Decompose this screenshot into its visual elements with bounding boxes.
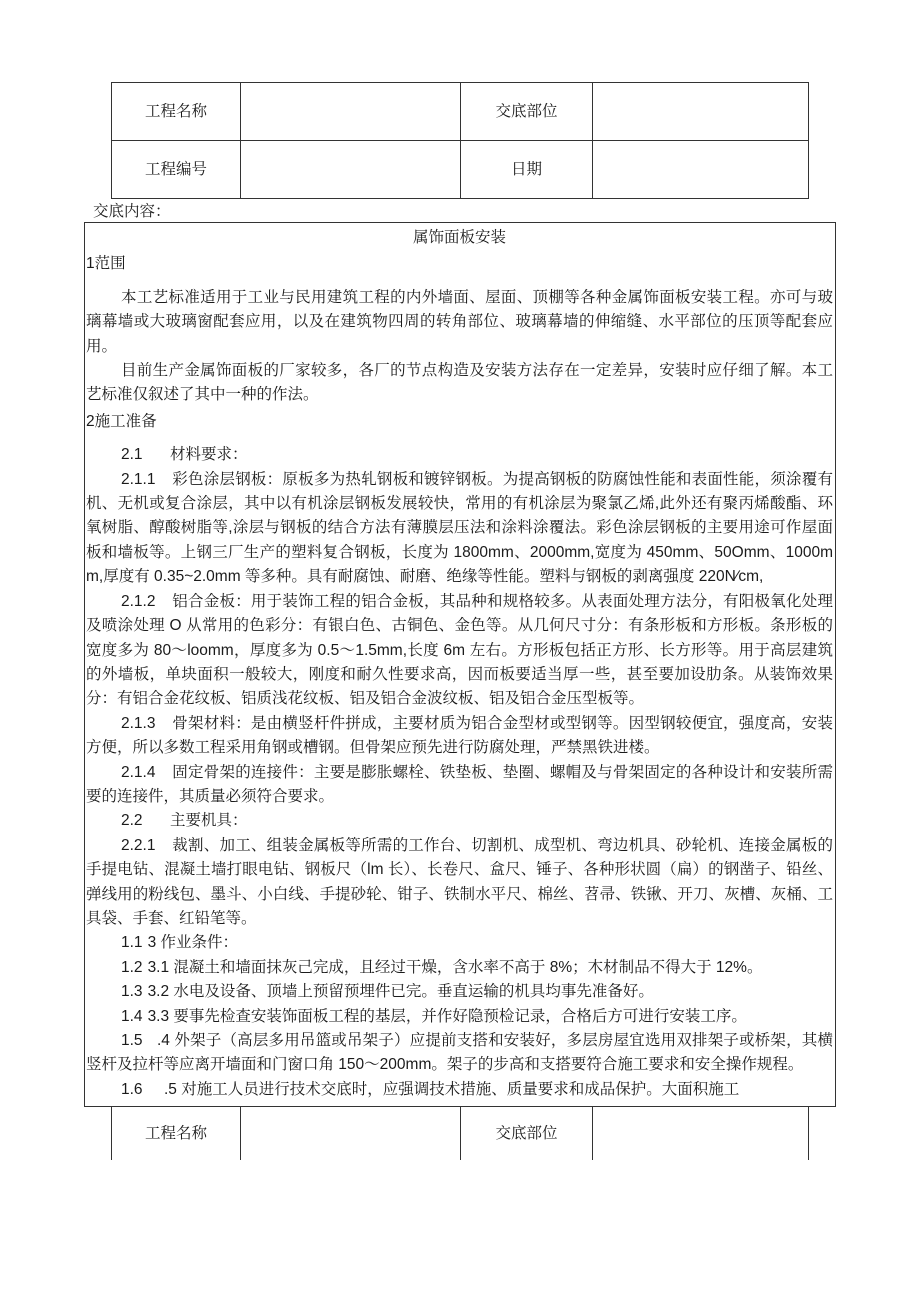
clause-2-1-3 — [86, 712, 833, 761]
clause-number: 1.6 — [121, 1080, 143, 1098]
clause-1-5 — [86, 1029, 833, 1078]
clause-text: 3.1 混凝土和墙面抹灰己完成，且经过干燥，含水率不高于 8%；木材制品不得大于 12%。 — [147, 958, 763, 976]
clause-text: .4 外架子（高层多用吊篮或吊架子）应提前支搭和安装好，多层房屋宜选用双排架子或桥架，其横竖杆及拉杆等应离开墙面和门窗口角 150～200mm。架子的步高和支搭要符合施工要求和安全操作规程。 — [86, 1032, 833, 1074]
date-value-cell — [593, 141, 809, 199]
clause-2-1 — [86, 443, 833, 467]
clause-number: 2.1.2 — [121, 592, 156, 610]
project-no-label: 工程编号 — [112, 141, 241, 199]
clause-number: 2.2.1 — [121, 836, 156, 854]
clause-1-6 — [86, 1078, 833, 1102]
clause-number: 2.1.1 — [121, 470, 156, 488]
project-no-value-cell — [241, 141, 461, 199]
clause-2-2 — [86, 809, 833, 833]
clause-1-3 — [86, 980, 833, 1004]
clause-text: 3 作业条件： — [147, 934, 238, 952]
clause-text: 3.3 要事先检查安装饰面板工程的基层，并作好隐预检记录，合格后方可进行安装工序。 — [147, 1007, 747, 1025]
clause-1-4 — [86, 1005, 833, 1029]
section-2-heading: 2施工准备 — [86, 412, 157, 430]
clause-text: 固定骨架的连接件：主要是膨胀螺栓、铁垫板、垫圈、螺帽及与骨架固定的各种设计和安装所需要的连接件，其质量必须符合要求。 — [86, 763, 833, 805]
clause-text: 骨架材料：是由横竖杆件拼成，主要材质为铝合金型材或型钢等。因型钢较便宜，强度高，安装方便，所以多数工程采用角钢或槽钢。但骨架应预先进行防腐处理，严禁黑铁进楼。 — [86, 714, 833, 757]
clause-2-1-1 — [86, 468, 833, 590]
project-name-label: 工程名称 — [112, 83, 241, 141]
disclosure-part-value-cell — [593, 83, 809, 141]
clause-number: 2.1 — [121, 446, 143, 464]
clause-number: 2.1.4 — [121, 763, 156, 781]
project-name-value-cell — [241, 83, 461, 141]
clause-number: 2.2 — [121, 812, 143, 830]
clause-text: 彩色涂层钢板：原板多为热轧钢板和镀锌钢板。为提高钢板的防腐蚀性能和表面性能，须涂覆有机、无机或复合涂层，其中以有机涂层钢板发展较快，常用的有机涂层为聚氯乙烯,此外还有聚丙烯酸酯、环氧树脂、醇酸树脂等,涂层与钢板的结合方法有薄膜层压法和涂料涂覆法。彩色涂层钢板的主要用途可作屋面板和墙板等。上钢三厂生产的塑料复合钢板，长度为 1800mm、2000mm,宽度为 450mm、50Omm、1000mm,厚度有 0.35~2.0mm 等多种。具有耐腐蚀、耐磨、绝缘等性能。塑料与钢板的剥离强度 220N∕cm, — [86, 470, 833, 586]
section-1-paragraph-1: 本工艺标准适用于工业与民用建筑工程的内外墙面、屋面、顶棚等各种金属饰面板安装工程。亦可与玻璃幕墙或大玻璃窗配套应用，以及在建筑物四周的转角部位、玻璃幕墙的伸缩缝、水平部位的压顶等配套应用。 — [86, 288, 833, 355]
section-1-heading: 1范围 — [86, 255, 126, 273]
clause-2-1-2 — [86, 590, 833, 712]
section-1-paragraph-2: 目前生产金属饰面板的厂家较多，各厂的节点构造及安装方法存在一定差异，安装时应仔细了解。本工艺标准仅叙述了其中一种的作法。 — [86, 362, 833, 404]
clause-text: 铝合金板：用于装饰工程的铝合金板，其品种和规格较多。从表面处理方法分，有阳极氧化处理及喷涂处理 O 从常用的色彩分：有银白色、古铜色、金色等。从几何尺寸分：有条形板和方形板。条形板的宽度多为 80～loomm，厚度多为 0.5～1.5mm,长度 6m 左右。方形板包括正方形、长方形等。用于高层建筑的外墙板，单块面积一般较大，刚度和耐久性要求高，因而板要适当厚一些，甚至要加设肋条。从装饰效果分：有铝合金花纹板、铝质浅花纹板、铝及铝合金波纹板、铝及铝合金压型板等。 — [86, 592, 833, 708]
footer-project-name-label: 工程名称 — [112, 1107, 241, 1160]
clause-1-2 — [86, 956, 833, 980]
disclosure-content-box — [84, 222, 836, 1107]
footer-disclosure-part-value-cell — [593, 1107, 809, 1160]
footer-project-name-value-cell — [241, 1107, 461, 1160]
clause-number: 2.1.3 — [121, 714, 156, 732]
disclosure-part-label: 交底部位 — [461, 83, 593, 141]
clause-number: 1.4 — [121, 1007, 143, 1025]
footer-table — [111, 1106, 809, 1160]
content-wrapper — [84, 222, 836, 1160]
document-title: 属饰面板安装 — [412, 229, 506, 246]
clause-number: 1.2 — [121, 958, 143, 976]
disclosure-content-label: 交底内容： — [93, 203, 171, 220]
header-table — [111, 82, 809, 199]
date-label: 日期 — [461, 141, 593, 199]
clause-2-2-1 — [86, 834, 833, 932]
clause-text: 主要机具： — [170, 812, 248, 830]
clause-1-1 — [86, 931, 833, 955]
clause-text: 裁割、加工、组装金属板等所需的工作台、切割机、成型机、弯边机具、砂轮机、连接金属板的手提电钻、混凝土墙打眼电钻、钢板尺（lm 长）、长卷尺、盒尺、锤子、各种形状圆（扁）的钢凿子、铅丝、弹线用的粉线包、墨斗、小白线、手提砂轮、钳子、铁制水平尺、棉丝、苕帚、铁锹、开刀、灰槽、灰桶、工具袋、手套、红铅笔等。 — [86, 836, 833, 927]
clause-text: 材料要求： — [170, 446, 248, 464]
clause-number: 1.3 — [121, 983, 143, 1001]
clause-number: 1.5 — [121, 1032, 143, 1049]
clause-number: 1.1 — [121, 934, 143, 952]
clause-2-1-4 — [86, 761, 833, 810]
clause-text: .5 对施工人员进行技术交底时，应强调技术措施、质量要求和成品保护。大面积施工 — [164, 1080, 740, 1098]
clause-text: 3.2 水电及设备、顶墙上预留预埋件已完。垂直运输的机具均事先准备好。 — [147, 983, 654, 1001]
footer-disclosure-part-label: 交底部位 — [461, 1107, 593, 1160]
